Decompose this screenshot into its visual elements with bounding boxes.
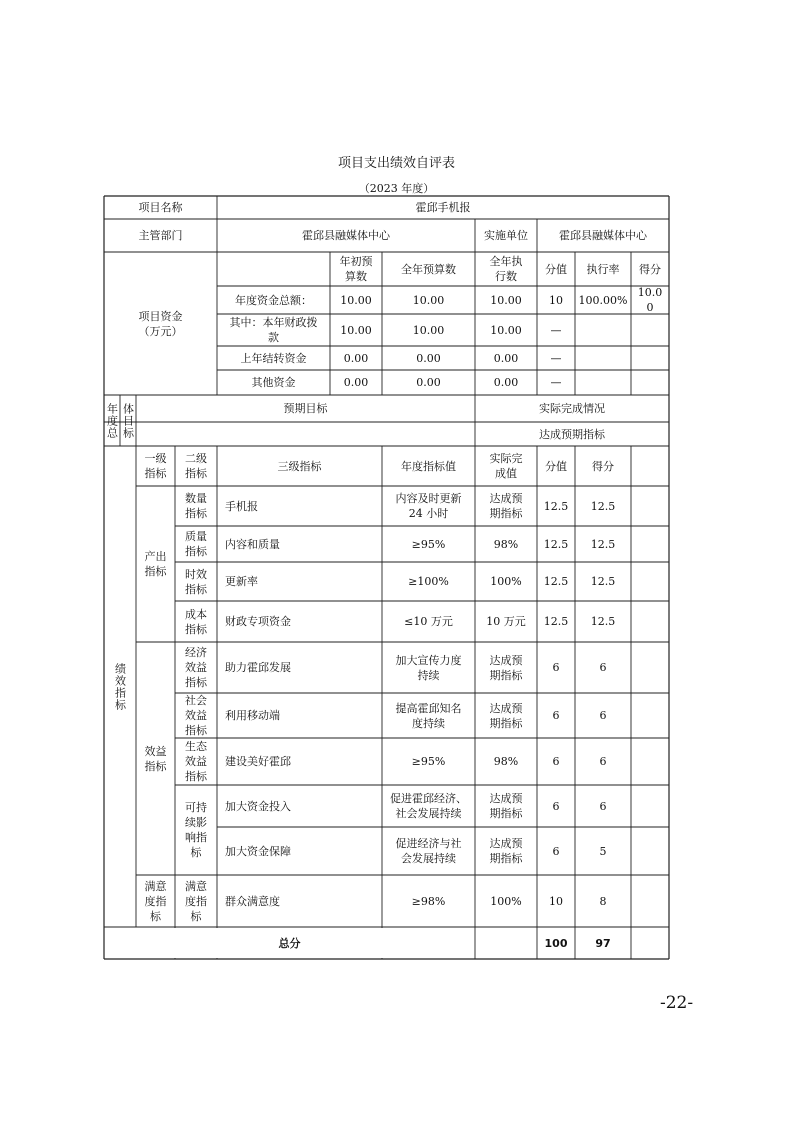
row-actual: 达成预 期指标 — [489, 837, 523, 865]
funds-row-rate — [575, 370, 631, 395]
goals-side-label-a: 年度总 — [105, 402, 119, 439]
document-title: 项目支出绩效自评表 — [337, 156, 455, 171]
row-level2: 可持 续影 响指 标 — [185, 801, 207, 859]
funds-row-initial: 0.00 — [343, 351, 369, 365]
row-target: ≥95% — [411, 537, 446, 551]
row-actual: 100% — [490, 575, 522, 588]
row-level3: 建设美好霍邱 — [225, 755, 291, 768]
row-level2: 质量 指标 — [185, 530, 207, 558]
row-level2: 生态 效益 指标 — [185, 740, 207, 783]
row-actual: 达成预 期指标 — [489, 701, 523, 730]
row-got: 12.5 — [590, 615, 616, 628]
row-got: 12.5 — [590, 575, 616, 588]
funds-row-got — [631, 346, 669, 370]
row-target: 促进经济与社 会发展持续 — [395, 837, 462, 865]
indicators-side-label: 绩效指标 — [113, 662, 127, 711]
dept-label: 主管部门 — [138, 229, 183, 242]
funds-row-got — [631, 314, 669, 346]
row-score: 12.5 — [543, 575, 569, 588]
funds-row-initial: 10.00 — [340, 323, 372, 337]
funds-row-score: — — [550, 376, 562, 389]
row-score: 6 — [552, 844, 560, 858]
row-level3: 更新率 — [225, 575, 258, 588]
project-name-label: 项目名称 — [138, 201, 183, 214]
funds-row-full: 10.00 — [412, 293, 445, 307]
funds-col-full: 全年预算数 — [401, 262, 456, 276]
funds-row-label: 其中：本年财政拨 款 — [229, 316, 318, 344]
col-level1-header: 一级 指标 — [144, 452, 167, 480]
col-score-header: 分值 — [545, 459, 567, 473]
row-got: 8 — [599, 894, 607, 908]
funds-row-score: — — [550, 323, 562, 337]
row-level3: 加大资金投入 — [225, 799, 291, 813]
funds-row-full: 0.00 — [416, 376, 441, 389]
funds-row-exec: 10.00 — [490, 293, 522, 307]
funds-col-got: 得分 — [639, 262, 661, 276]
row-got: 6 — [599, 799, 607, 813]
row-actual: 达成预 期指标 — [489, 792, 523, 820]
goals-actual-value: 达成预期指标 — [539, 427, 605, 441]
group-output: 产出 指标 — [144, 550, 167, 578]
total-label: 总分 — [278, 936, 301, 950]
impl-unit-value: 霍邱县融媒体中心 — [559, 229, 647, 242]
row-actual: 98% — [493, 537, 519, 551]
row-actual: 达成预 期指标 — [489, 492, 523, 520]
row-level3: 财政专项资金 — [225, 615, 291, 628]
row-got: 5 — [599, 844, 607, 858]
row-level2: 成本 指标 — [185, 607, 207, 636]
row-target: 内容及时更新 24 小时 — [395, 492, 462, 520]
row-level3: 内容和质量 — [225, 537, 280, 551]
funds-row-score: 10 — [549, 293, 563, 307]
funds-row-rate — [575, 314, 631, 346]
row-actual: 达成预 期指标 — [489, 653, 523, 682]
funds-row-exec: 10.00 — [490, 323, 522, 337]
col-target-header: 年度指标值 — [401, 459, 456, 473]
funds-col-exec: 全年执 行数 — [489, 255, 523, 283]
funds-col-initial: 年初预 算数 — [339, 255, 373, 283]
page-number: -22- — [660, 993, 694, 1013]
row-got: 6 — [599, 709, 607, 722]
row-score: 6 — [552, 755, 560, 768]
funds-row-rate: 100.00% — [578, 293, 628, 307]
row-target: ≤10 万元 — [404, 615, 453, 628]
row-score: 12.5 — [543, 499, 569, 513]
funds-row-label: 其他资金 — [251, 376, 296, 389]
row-level2: 经济 效益 指标 — [185, 646, 207, 689]
row-score: 12.5 — [543, 537, 569, 551]
row-score: 12.5 — [543, 615, 569, 628]
funds-row-label: 上年结转资金 — [240, 351, 307, 365]
row-target: ≥100% — [408, 575, 449, 588]
row-target: 加大宣传力度 持续 — [395, 653, 462, 682]
row-level3: 群众满意度 — [225, 894, 280, 908]
funds-row-exec: 0.00 — [493, 376, 519, 389]
row-actual: 98% — [493, 755, 519, 768]
col-level3-header: 三级指标 — [277, 459, 322, 473]
total-got: 97 — [595, 936, 611, 950]
row-got: 6 — [599, 661, 607, 674]
project-name-value: 霍邱手机报 — [415, 201, 471, 214]
funds-row-label: 年度资金总额： — [235, 293, 312, 307]
funds-row-rate — [575, 346, 631, 370]
row-level3: 利用移动端 — [225, 709, 280, 722]
row-target: 促进霍邱经济、 社会发展持续 — [390, 792, 467, 820]
funds-col-rate: 执行率 — [586, 262, 620, 276]
row-level2: 数量 指标 — [185, 492, 207, 520]
goals-expected-header: 预期目标 — [283, 402, 328, 415]
row-score: 6 — [552, 799, 560, 813]
row-got: 12.5 — [590, 499, 616, 513]
col-got-header: 得分 — [592, 459, 614, 473]
funds-row-initial: 0.00 — [343, 376, 369, 389]
funds-label: 项目资金 （万元） — [138, 309, 183, 338]
row-score: 6 — [552, 709, 560, 722]
funds-row-exec: 0.00 — [493, 351, 519, 365]
row-got: 6 — [599, 755, 607, 768]
impl-unit-label: 实施单位 — [484, 229, 528, 242]
col-actual-header: 实际完 成值 — [489, 452, 523, 480]
row-got: 12.5 — [590, 537, 616, 551]
row-actual: 10 万元 — [486, 615, 526, 628]
document-year: （2023 年度） — [358, 182, 435, 195]
row-level2: 时效 指标 — [185, 567, 207, 596]
funds-row-full: 10.00 — [412, 323, 445, 337]
row-level3: 加大资金保障 — [225, 844, 291, 858]
row-level2: 社会 效益 指标 — [185, 694, 207, 737]
funds-row-score: — — [550, 351, 562, 365]
col-level2-header: 二级 指标 — [185, 452, 207, 480]
row-level3: 助力霍邱发展 — [225, 661, 291, 674]
total-score: 100 — [544, 936, 568, 950]
row-target: 提高霍邱知名 度持续 — [395, 701, 462, 730]
group-satisfaction: 满意 度指 标 — [144, 879, 167, 923]
funds-row-got: 10.0 0 — [637, 286, 663, 314]
funds-row-got — [631, 370, 669, 395]
goals-side-label-b: 体目标 — [121, 402, 135, 439]
goals-actual-header: 实际完成情况 — [539, 402, 605, 415]
dept-value: 霍邱县融媒体中心 — [302, 229, 390, 242]
row-score: 10 — [549, 894, 563, 908]
row-target: ≥98% — [411, 894, 446, 908]
funds-col-score: 分值 — [545, 262, 567, 276]
group-benefit: 效益 指标 — [144, 744, 167, 773]
row-level3: 手机报 — [225, 499, 258, 513]
row-level2: 满意 度指 标 — [185, 879, 207, 923]
row-actual: 100% — [490, 894, 522, 908]
row-score: 6 — [552, 661, 560, 674]
funds-row-full: 0.00 — [416, 351, 441, 365]
funds-row-initial: 10.00 — [340, 293, 372, 307]
row-target: ≥95% — [411, 755, 446, 768]
